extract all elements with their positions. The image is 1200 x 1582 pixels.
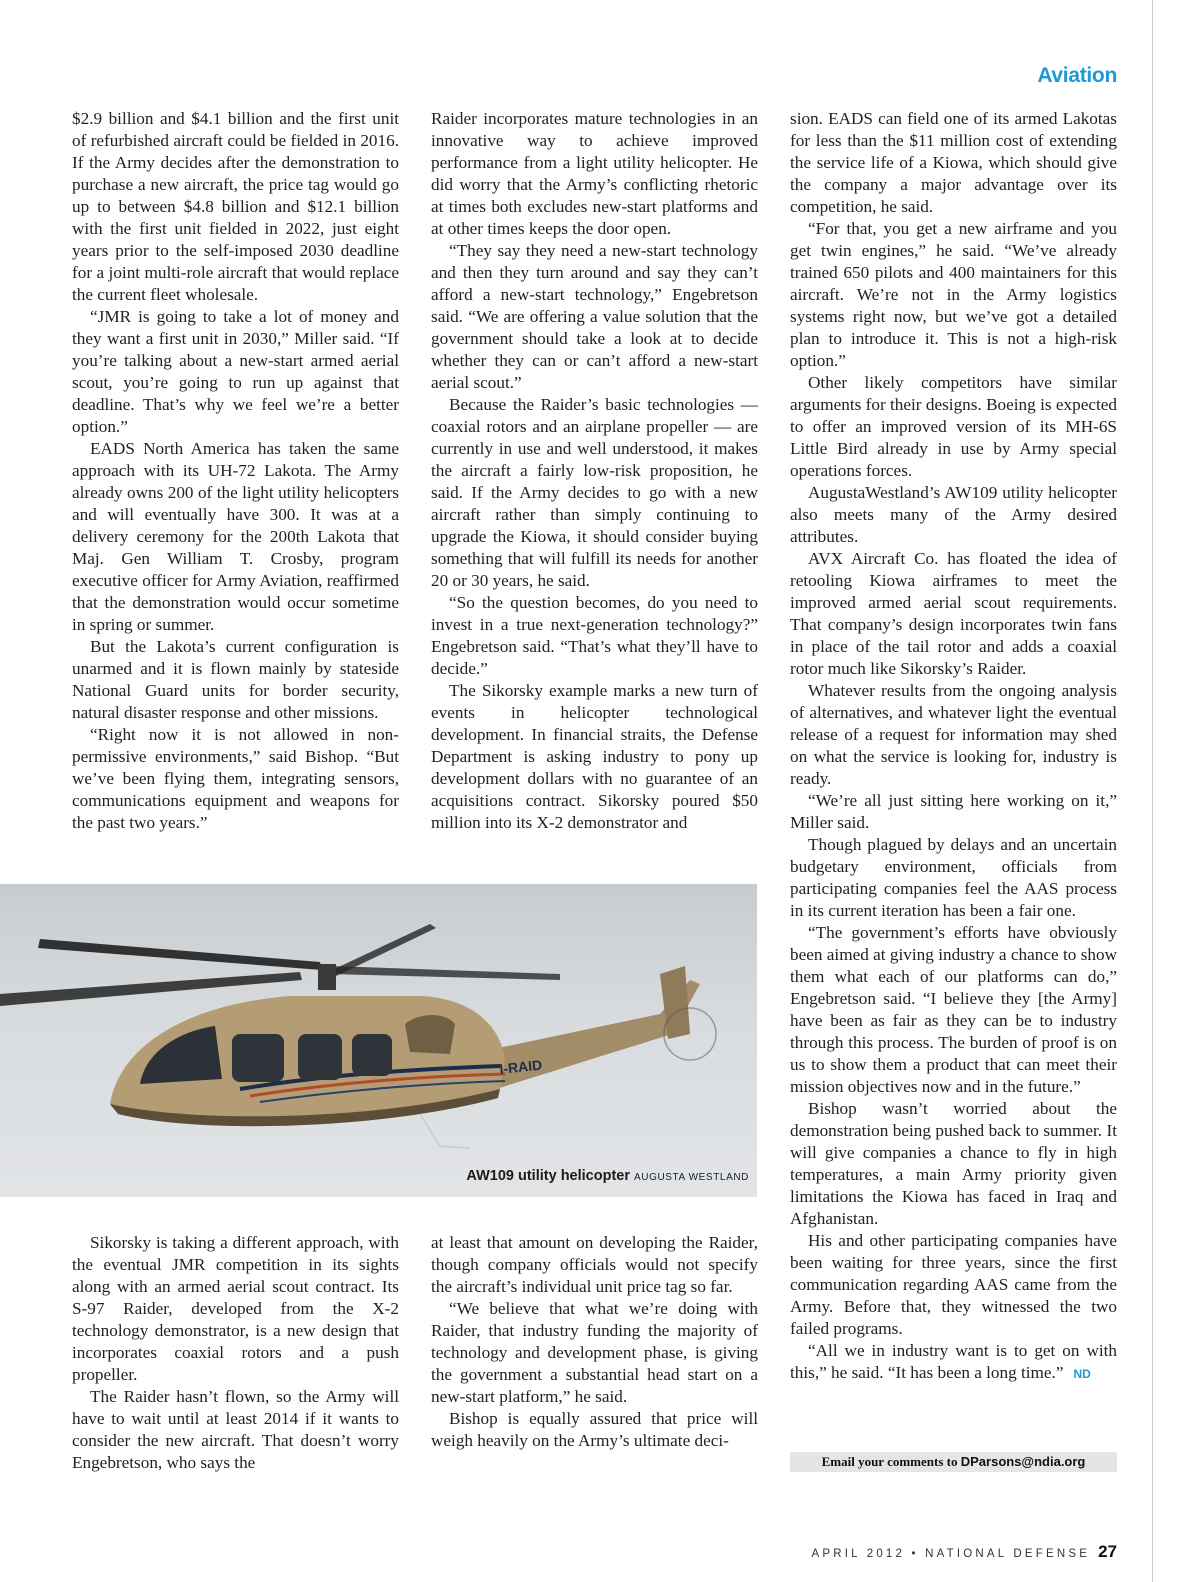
paragraph: Because the Raider’s basic technologies — coaxial rotors and an airplane propeller — are currently in use and well understood, it makes the aircraft a fairly low-risk proposition, he said. If the Army decides to go with a new aircraft rather than simply continuing to upgrade the Kiowa, it should consider buying something that will fulfill its needs for another 20 or 30 years, he said.	[431, 395, 758, 590]
paragraph: His and other participating companies have been waiting for three years, since the first communication regarding AAS came from the Army. Before that, they witnessed the two failed programs.	[790, 1231, 1117, 1338]
rotor-blade	[330, 966, 560, 980]
cabin-window	[298, 1034, 342, 1080]
helicopter-photo	[0, 884, 757, 1197]
paragraph: The Sikorsky example marks a new turn of events in helicopter technological development. In financial straits, the Defense Department is asking industry to pony up development dollars with no guarantee of an acquisitions contract. Sikorsky poured $50 million into its X-2 demonstrator and	[431, 681, 758, 832]
paragraph: “They say they need a new-start technology and then they turn around and say they can’t afford a new-start technology,” Engebretson said. “We are offering a value solution that the government should take a look at to decide whether they can or can’t afford a new-start aerial scout.”	[431, 241, 758, 392]
engine-intake	[405, 1015, 455, 1054]
text-column-2	[431, 108, 758, 834]
paragraph: “For that, you get a new airframe and you get twin engines,” he said. “We’ve already trained 650 pilots and 400 maintainers for this aircraft. We’re not in the Army logistics systems right now, but we’ve got a detailed plan to introduce it. This is not a high-risk option.”	[790, 219, 1117, 370]
paragraph: AVX Aircraft Co. has floated the idea of retooling Kiowa airframes to meet the improved armed aerial scout requirements. That company’s design incorporates twin fans in place of the tail rotor and adds a coaxial rotor much like Sikorsky’s Raider.	[790, 549, 1117, 678]
paragraph: “We believe that what we’re doing with Raider, that industry funding the majority of technology and development phase, is giving the government a substantial head start on a new-start platform,” he said.	[431, 1299, 758, 1406]
text-column-3	[790, 108, 1117, 1385]
paragraph: Raider incorporates mature technologies in an innovative way to achieve improved performance from a light utility helicopter. He did worry that the Army’s conflicting rhetoric at times both excludes new-start platforms and at other times keeps the door open.	[431, 109, 758, 238]
paragraph: “We’re all just sitting here working on it,” Miller said.	[790, 791, 1117, 832]
rotor-blade	[38, 939, 322, 970]
paragraph: Other likely competitors have similar arguments for their designs. Boeing is expected to offer an improved version of its MH-6S Little Bird already in use by Army special operations forces.	[790, 373, 1117, 480]
paragraph: $2.9 billion and $4.1 billion and the first unit of refurbished aircraft could be fielded in 2016. If the Army decides after the demonstration to purchase a new aircraft, the price tag would go up to between $4.8 billion and $12.1 billion with the first unit fielded in 2022, just eight years prior to the self-imposed 2030 deadline for a joint multi-role aircraft that would replace the current fleet wholesale.	[72, 109, 399, 304]
paragraph: The Raider hasn’t flown, so the Army will have to wait until at least 2014 if it wants to consider the new aircraft. That doesn’t worry Engebretson, who says the	[72, 1387, 399, 1472]
paragraph: “JMR is going to take a lot of money and they want a first unit in 2030,” Miller said. “If you’re talking about a new-start armed aerial scout, you’re going to run up against that deadline. That’s why we feel we’re a better option.”	[72, 307, 399, 436]
paragraph-final	[790, 1340, 1117, 1385]
paragraph: Sikorsky is taking a different approach, with the eventual JMR competition in its sights along with an armed aerial scout contract. Its S-97 Raider, developed from the X-2 technology demonstrator, is a new design that incorporates coaxial rotors and a push propeller.	[72, 1233, 399, 1384]
page-footer	[812, 1542, 1117, 1562]
text-column-1	[72, 108, 399, 834]
cabin-window	[352, 1034, 392, 1076]
antenna-wire	[420, 1114, 470, 1148]
text-column-4	[72, 1232, 399, 1474]
section-label: Aviation	[1037, 64, 1117, 87]
caption-title: AW109 utility helicopter	[466, 1168, 630, 1184]
end-mark: ND	[1073, 1367, 1091, 1381]
paragraph: AugustaWestland’s AW109 utility helicopter also meets many of the Army desired attributes.	[790, 483, 1117, 546]
paragraph: “The government’s efforts have obviously been aimed at giving industry a chance to show them what each of our platforms can do,” Engebretson said. “I believe they [the Army] have been as fair as they can be to industry through this process. The burden of proof is on us to show them a product that can meet their mission objectives now and in the future.”	[790, 923, 1117, 1096]
tail-marking: I-RAID	[498, 1056, 543, 1077]
caption-credit: AUGUSTA WESTLAND	[634, 1172, 749, 1183]
paragraph: “So the question becomes, do you need to invest in a true next-generation technology?” Engebretson said. “That’s what they’ll have to decide.”	[431, 593, 758, 678]
paragraph: But the Lakota’s current configuration is unarmed and it is flown mainly by stateside National Guard units for border security, natural disaster response and other missions.	[72, 637, 399, 722]
final-sentence: “All we in industry want is to get on with this,” he said. “It has been a long time.”	[790, 1341, 1117, 1382]
paragraph: Though plagued by delays and an uncertain budgetary environment, officials from participating companies feel the AAS process in its current iteration has been a fair one.	[790, 835, 1117, 920]
paragraph: sion. EADS can field one of its armed Lakotas for less than the $11 million cost of extending the service life of a Kiowa, which should give the company a major advantage over its competition, he said.	[790, 109, 1117, 216]
text-column-5	[431, 1232, 758, 1452]
issue-line: APRIL 2012 • NATIONAL DEFENSE	[811, 1548, 1091, 1560]
paragraph: Bishop wasn’t worried about the demonstration being pushed back to summer. It will give companies a chance to fly in high temperatures, a main Army priority given limitations the Kiowa has faced in Iraq and Afghanistan.	[790, 1099, 1117, 1228]
helicopter-illustration	[0, 884, 757, 1197]
page-edge-rule	[1152, 0, 1153, 1582]
paragraph: Bishop is equally assured that price will weigh heavily on the Army’s ultimate deci-	[431, 1409, 758, 1450]
rotor-mast	[318, 964, 336, 990]
photo-caption	[466, 1167, 749, 1185]
paragraph: “Right now it is not allowed in non-permissive environments,” said Bishop. “But we’ve been flying them, integrating sensors, communications equipment and weapons for the past two years.”	[72, 725, 399, 832]
paragraph: at least that amount on developing the Raider, though company officials would not specify the aircraft’s individual unit price tag so far.	[431, 1233, 758, 1296]
paragraph: EADS North America has taken the same approach with its UH-72 Lakota. The Army already owns 200 of the light utility helicopters and will eventually have 300. It was at a delivery ceremony for the 200th Lakota that Maj. Gen William T. Crosby, program executive officer for Army Aviation, reaffirmed that the demonstration would occur sometime in spring or summer.	[72, 439, 399, 634]
email-link[interactable]: DParsons@ndia.org	[960, 1454, 1086, 1469]
email-prefix: Email your comments to	[821, 1454, 961, 1469]
page-number: 27	[1098, 1542, 1117, 1561]
email-comments-box	[790, 1452, 1117, 1472]
paragraph: Whatever results from the ongoing analysis of alternatives, and whatever light the eventual release of a request for information may shed on what the service is looking for, industry is ready.	[790, 681, 1117, 788]
cabin-window	[232, 1034, 284, 1082]
